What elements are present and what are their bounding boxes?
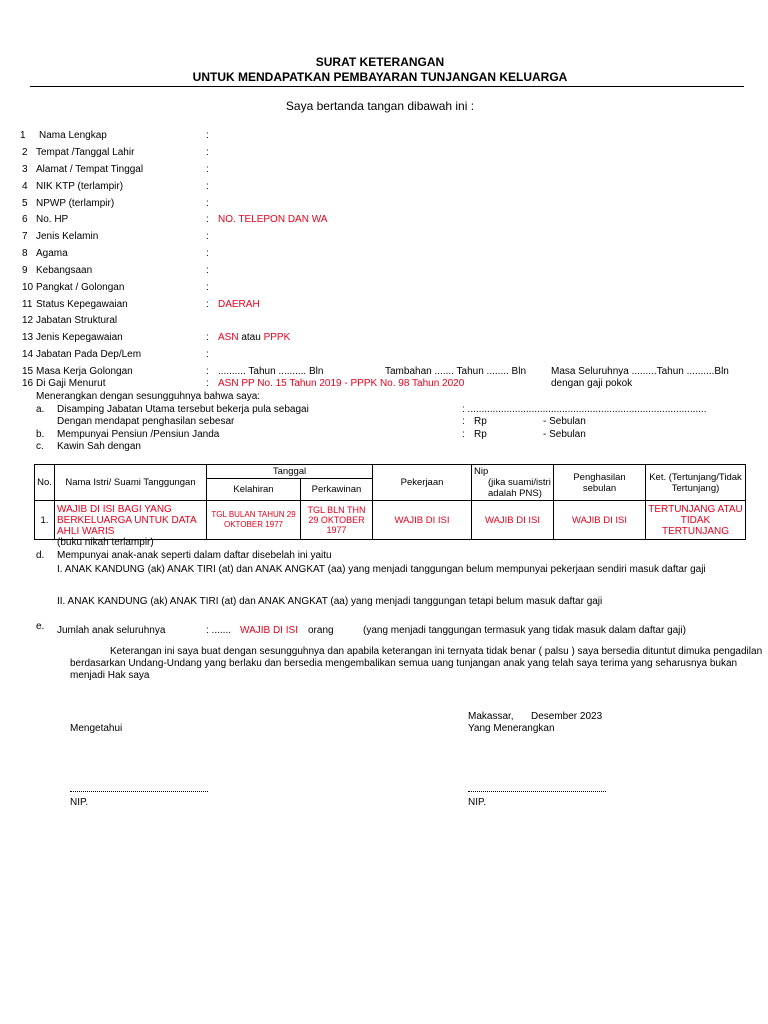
declare-a-income: Dengan mendapat penghasilan sebesar [57,416,235,427]
field-label: Masa Kerja Golongan [36,366,133,377]
header-perkawinan: Perkawinan [301,479,373,501]
children-e-orang: orang [308,625,334,636]
field-number: 11 [22,299,33,310]
declare-b-rp: Rp [474,429,487,440]
field-number: 13 [22,332,34,343]
header-pekerjaan: Pekerjaan [373,465,472,501]
declare-intro: Menerangkan dengan sesungguhnya bahwa saya: [36,391,261,402]
status-value: DAERAH [218,299,260,310]
row-penghasilan: WAJIB DI ISI [554,501,646,540]
row-nip: WAJIB DI ISI [472,501,554,540]
header-nama: Nama Istri/ Suami Tanggungan [55,465,207,501]
document-title: SURAT KETERANGAN [315,55,445,69]
table-row [35,501,746,540]
signature-place: Makassar, [468,711,514,722]
children-ii: II. ANAK KANDUNG (ak) ANAK TIRI (at) dan ANAK ANGKAT (aa) yang menjadi tanggungan tetapi belum masuk daftar gaji [57,596,603,607]
children-d-letter: d. [36,550,45,561]
field-colon: : [206,299,209,310]
declare-a-letter: a. [36,404,45,415]
field-colon: : [206,248,209,259]
field-number: 15 [22,366,34,377]
field-number: 10 [22,282,34,293]
masa-seluruhnya-value: Masa Seluruhnya .........Tahun ..........Bln [551,366,729,377]
field-label: Jenis Kepegawaian [36,332,123,343]
family-table [34,464,746,540]
field-label: Agama [36,248,68,259]
signature-line-right [468,791,606,792]
declare-c-text: Kawin Sah dengan [57,441,141,452]
field-label: Tempat /Tanggal Lahir [36,147,135,158]
document-subtitle: UNTUK MENDAPATKAN PEMBAYARAN TUNJANGAN KELUARGA [192,70,568,84]
employment-type-value: ASN atau PPPK [218,332,291,343]
field-number: 5 [22,198,28,209]
field-number: 1 [20,130,26,141]
field-label: No. HP [36,214,69,225]
phone-value: NO. TELEPON DAN WA [218,214,328,225]
row-kelahiran: TGL BULAN TAHUN 29 OKTOBER 1977 [207,501,301,540]
intro-text: Saya bertanda tangan dibawah ini : [285,99,475,113]
statement-line2: berdasarkan Undang-Undang yang berlaku dan bersedia mengembalikan semua uang tunjangan anak yang telah saya terima yang seharusnya bukan [70,658,738,669]
table-header-row [35,465,746,479]
field-colon: : [206,378,209,389]
row-ket: TERTUNJANG ATAU TIDAK TERTUNJANG [646,501,746,540]
field-label: Kebangsaan [36,265,93,276]
signature-date: Desember 2023 [531,711,603,722]
field-colon: : [206,231,209,242]
children-d-text: Mempunyai anak-anak seperti dalam daftar disebelah ini yaitu [57,550,332,561]
row-perkawinan: TGL BLN THN 29 OKTOBER 1977 [301,501,373,540]
signature-menerangkan: Yang Menerangkan [468,723,555,734]
declare-a-sebulan: - Sebulan [543,416,586,427]
field-colon: : [206,332,209,343]
declare-a-colon2: : [462,416,465,427]
field-label: Nama Lengkap [39,130,107,141]
field-colon: : [206,147,209,158]
declare-a-text: Disamping Jabatan Utama tersebut bekerja pula sebagai [57,404,309,415]
declare-c-letter: c. [36,441,44,452]
field-label: Jenis Kelamin [36,231,99,242]
field-label: Pangkat / Golongan [36,282,125,293]
masa-kerja-value: .......... Tahun .......... Bln [218,366,324,377]
field-colon: : [206,265,209,276]
header-no: No. [35,465,55,501]
field-colon: : [206,164,209,175]
children-e-note: (yang menjadi tanggungan termasuk yang tidak masuk dalam daftar gaji) [363,625,686,636]
gaji-pokok-label: dengan gaji pokok [551,378,633,389]
statement-line1: Keterangan ini saya buat dengan sesungguhnya dan apabila keterangan ini ternyata tidak benar ( palsu ) saya bersedia dituntut dimuka pengadilan [110,646,763,657]
field-number: 9 [22,265,28,276]
declare-a-rp: Rp [474,416,487,427]
title-divider [30,86,744,87]
signature-nip-left: NIP. [70,797,89,808]
table-note: (buku nikah terlampir) [57,537,154,548]
salary-basis-value: ASN PP No. 15 Tahun 2019 - PPPK No. 98 Tahun 2020 [218,378,465,389]
children-e-value: WAJIB DI ISI [240,625,298,636]
signature-line-left [70,791,208,792]
declare-b-colon: : [462,429,465,440]
field-number: 7 [22,231,28,242]
children-e-letter: e. [36,621,45,632]
header-tanggal: Tanggal [207,465,373,479]
field-colon: : [206,366,209,377]
field-label: Di Gaji Menurut [36,378,106,389]
field-number: 2 [22,147,28,158]
declare-b-letter: b. [36,429,45,440]
field-number: 3 [22,164,28,175]
field-label: Alamat / Tempat Tinggal [36,164,144,175]
children-e-colon: : ....... [206,625,232,636]
statement-line3: menjadi Hak saya [70,670,150,681]
field-label: Status Kepegawaian [36,299,128,310]
field-label: Jabatan Pada Dep/Lem [36,349,142,360]
field-number: 6 [22,214,28,225]
header-penghasilan: Penghasilan sebulan [554,465,646,501]
header-kelahiran: Kelahiran [207,479,301,501]
field-colon: : [206,214,209,225]
row-pekerjaan: WAJIB DI ISI [373,501,472,540]
declare-b-text: Mempunyai Pensiun /Pensiun Janda [57,429,220,440]
signature-mengetahui: Mengetahui [70,723,123,734]
field-number: 14 [22,349,34,360]
header-nip: Nip (jika suami/istri adalah PNS) [472,465,554,501]
children-i: I. ANAK KANDUNG (ak) ANAK TIRI (at) dan ANAK ANGKAT (aa) yang menjadi tanggungan belum mempunyai pekerjaan sendiri masuk daftar gaji [57,564,706,575]
field-colon: : [206,130,209,141]
field-colon: : [206,198,209,209]
field-number: 16 [22,378,34,389]
row-nama: WAJIB DI ISI BAGI YANG BERKELUARGA UNTUK DATA AHLI WARIS [55,501,207,540]
row-no: 1. [35,501,55,540]
tambahan-value: Tambahan ....... Tahun ........ Bln [385,366,527,377]
field-number: 4 [22,181,28,192]
children-e-label: Jumlah anak seluruhnya [57,625,166,636]
declare-b-sebulan: - Sebulan [543,429,586,440]
field-number: 8 [22,248,28,259]
header-ket: Ket. (Tertunjang/Tidak Tertunjang) [646,465,746,501]
field-label: Jabatan Struktural [36,315,118,326]
field-number: 12 [22,315,34,326]
field-colon: : [206,181,209,192]
declare-a-colon: : ...................................................................................... [462,404,707,415]
signature-nip-right: NIP. [468,797,487,808]
field-label: NPWP (terlampir) [36,198,115,209]
field-label: NIK KTP (terlampir) [36,181,124,192]
field-colon: : [206,349,209,360]
field-colon: : [206,282,209,293]
